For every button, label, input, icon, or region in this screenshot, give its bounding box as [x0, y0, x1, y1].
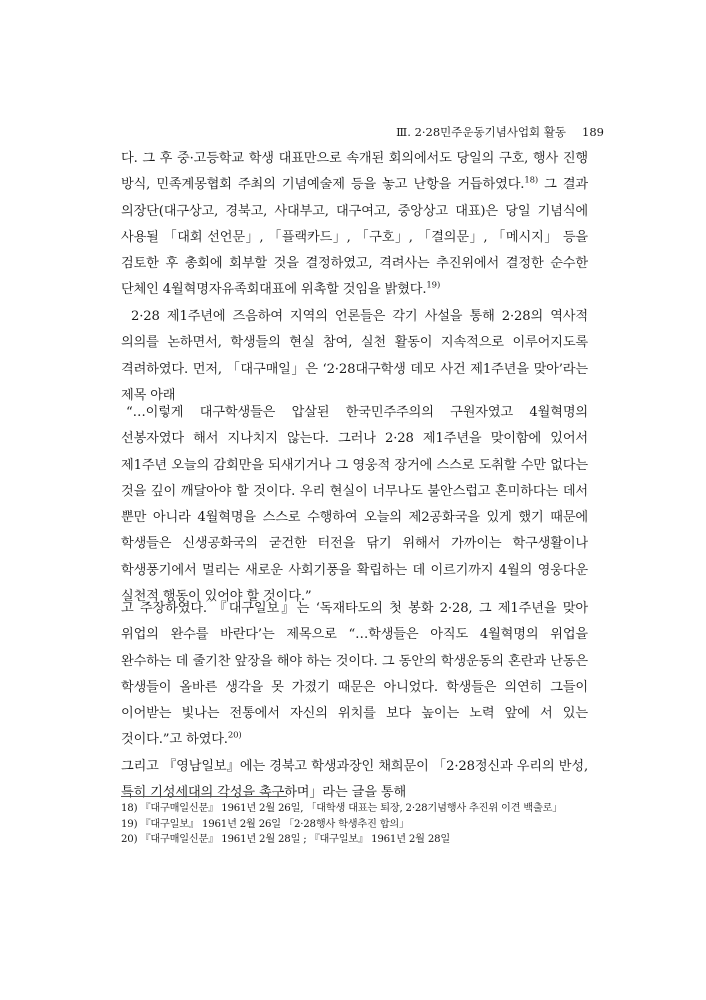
block-quote	[121, 400, 588, 610]
footnotes	[121, 801, 591, 848]
paragraph-2-text: 2·28 제1주년에 즈음하여 지역의 언론들은 각기 사설을 통해 2·28의 역사적 의의를 논하면서, 학생들의 현실 참여, 실천 활동이 지속적으로 이루어지도록 격려하였다. 먼저, 「대구매일」은 ‘2·28대구학생 데모 사건 제1주년을 맞아’라는 제목 아래	[121, 309, 588, 403]
block-quote-text: “…이렇게 대구학생들은 압살된 한국민주주의의 구원자였고 4월혁명의 선봉자였다 해서 지나치지 않는다. 그러나 2·28 제1주년을 맞이함에 있어서 제1주년 오늘의 감회만을 되새기거나 그 영웅적 장거에 스스로 도취할 수만 없다는 것을 깊이 깨달아야 할 것이다. 우리 현실이 너무나도 불안스럽고 혼미하다는 데서 뿐만 아니라 4월혁명을 스스로 수행하여 오늘의 제2공화국을 있게 했기 때문에 학생들은 신생공화국의 굳건한 터전을 닦기 위해서 가까이는 학구생활이나 학생풍기에서 멀리는 새로운 사회기풍을 확립하는 데 이르기까지 4월의 영웅다운 실천적 행동이 있어야 할 것이다.”	[121, 405, 588, 605]
paragraph-4-text: 그리고 『영남일보』에는 경북고 학생과장인 채희문이 「2·28정신과 우리의 반성, 특히 기성세대의 각성을 촉구하며」라는 글을 통해	[121, 758, 588, 801]
running-title: Ⅲ. 2·28민주운동기념사업회 활동	[396, 125, 567, 139]
paragraph-1	[121, 146, 588, 304]
paragraph-1-text-b: 그 결과 의장단(대구상고, 경북고, 사대부고, 대구여고, 중앙상고 대표)은 당일 기념식에 사용될 「대회 선언문」, 「플랙카드」, 「구호」, 「결의문」, 「메시지」 등을 검토한 후 총회에 회부할 것을 결정하였고, 격려사는 추진위에서 결정한 순수한 단체인 4월혁명자유족회대표에 위촉할 것임을 밝혔다.	[121, 177, 588, 298]
footnote-ref-19[interactable]: 19)	[426, 281, 441, 292]
footnote-ref-20[interactable]: 20)	[227, 731, 242, 742]
running-header	[396, 124, 604, 140]
paragraph-3-text: 고 주장하였다. 『대구일보』는 ‘독재타도의 첫 봉화 2·28, 그 제1주년을 맞아 위업의 완수를 바란다’는 제목으로 “…학생들은 아직도 4월혁명의 위업을 완수하는 데 줄기찬 앞장을 해야 하는 것이다. 그 동안의 학생운동의 혼란과 난동은 학생들이 올바른 생각을 못 가졌기 때문은 아니었다. 학생들은 의연히 그들이 이어받는 빛나는 전통에서 자신의 위치를 보다 높이는 노력 앞에 서 있는 것이다.”고 하였다.	[121, 601, 588, 748]
page-number: 189	[582, 125, 604, 139]
paragraph-1-text: 다. 그 후 중·고등학교 학생 대표만으로 속개된 회의에서도 당일의 구호, 행사 진행 방식, 민족계몽협회 주최의 기념예술제 등을 놓고 난항을 거듭하였다.	[121, 151, 588, 193]
footnote-20: 20) 『대구매일신문』 1961년 2월 28일 ; 『대구일보』 1961년 2월 28일	[121, 834, 451, 845]
footnote-18: 18) 『대구매일신문』 1961년 2월 26일, 「대학생 대표는 퇴장, 2·28기념행사 추진위 이견 백출로」	[121, 803, 563, 814]
footnote-ref-18[interactable]: 18)	[524, 175, 539, 186]
footnote-19: 19) 『대구일보』 1961년 2월 26일 「2·28행사 학생추진 합의」	[121, 818, 410, 830]
paragraph-2	[121, 304, 588, 409]
paragraph-3	[121, 596, 588, 806]
footnote-divider	[121, 796, 287, 797]
